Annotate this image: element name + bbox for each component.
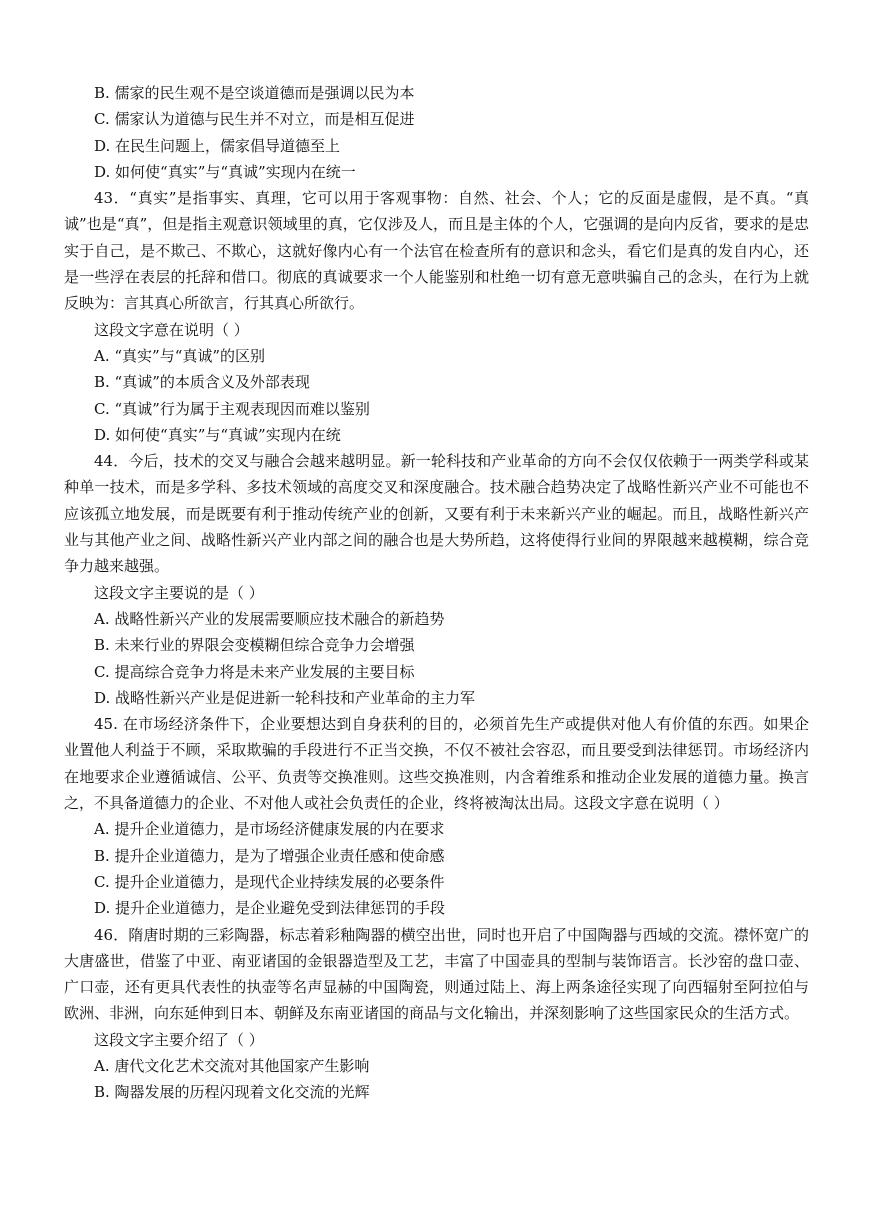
question-46-passage: 46．隋唐时期的三彩陶器，标志着彩釉陶器的横空出世，同时也开启了中国陶器与西域的交流。襟怀宽广的大唐盛世，借鉴了中亚、南亚诸国的金银器造型及工艺，丰富了中国壶具的型制与装饰语言。长沙窑的盘口壶、广口壶，还有更具代表性的执壶等名声显赫的中国陶瓷，则通过陆上、海上两条途径实现了向西辐射至阿拉伯与欧洲、非洲，向东延伸到日本、朝鲜及东南亚诸国的商品与文化输出，并深刻影响了这些国家民众的生活方式。 bbox=[64, 925, 809, 1023]
option-46-a: A. 唐代文化艺术交流对其他国家产生影响 bbox=[94, 1056, 370, 1075]
option-43-b: B. “真诚”的本质含义及外部表现 bbox=[94, 373, 310, 392]
option-43-a: A. “真实”与“真诚”的区别 bbox=[94, 346, 266, 365]
option-45-a: A. 提升企业道德力，是市场经济健康发展的内在要求 bbox=[94, 820, 445, 839]
question-43-passage: 43．“真实”是指事实、真理，它可以用于客观事物：自然、社会、个人；它的反面是虚假，是不真。“真诚”也是“真”，但是指主观意识领域里的真，它仅涉及人，而且是主体的个人，它强调的是向内反省，要求的是忠实于自己，是不欺己、不欺心，这就好像内心有一个法官在检查所有的意识和念头，看它们是真的发自内心，还是一些浮在表层的托辞和借口。彻底的真诚要求一个人能鉴别和杜绝一切有意无意哄骗自己的念头，在行为上就反映为：言其真心所欲言，行其真心所欲行。 bbox=[64, 189, 809, 313]
option-42-d: D. 在民生问题上，儒家倡导道德至上 bbox=[94, 136, 341, 155]
option-42-b: B. 儒家的民生观不是空谈道德而是强调以民为本 bbox=[94, 84, 415, 102]
option-44-c: C. 提高综合竞争力将是未来产业发展的主要目标 bbox=[94, 662, 415, 681]
option-44-a: A. 战略性新兴产业的发展需要顺应技术融合的新趋势 bbox=[94, 609, 445, 628]
exam-document-page bbox=[64, 80, 809, 1106]
question-44-prompt: 这段文字主要说的是（ ） bbox=[94, 583, 264, 602]
option-42-d-extra: D. 如何使“真实”与“真诚”实现内在统一 bbox=[94, 162, 356, 181]
question-44-passage: 44．今后，技术的交叉与融合会越来越明显。新一轮科技和产业革命的方向不会仅仅依赖于一两类学科或某种单一技术，而是多学科、多技术领域的高度交叉和深度融合。技术融合趋势决定了战略性新兴产业不可能也不应该孤立地发展，而是既要有利于推动传统产业的创新，又要有利于未来新兴产业的崛起。而且，战略性新兴产业与其他产业之间、战略性新兴产业内部之间的融合也是大势所趋，这将使得行业间的界限越来越模糊，综合竞争力越来越强。 bbox=[64, 452, 809, 576]
option-45-c: C. 提升企业道德力，是现代企业持续发展的必要条件 bbox=[94, 872, 445, 891]
option-42-c: C. 儒家认为道德与民生并不对立，而是相互促进 bbox=[94, 110, 415, 129]
option-44-b: B. 未来行业的界限会变模糊但综合竞争力会增强 bbox=[94, 636, 415, 655]
option-45-d: D. 提升企业道德力，是企业避免受到法律惩罚的手段 bbox=[94, 899, 446, 918]
option-43-c: C. “真诚”行为属于主观表现因而难以鉴别 bbox=[94, 399, 370, 418]
question-46-prompt: 这段文字主要介绍了（ ） bbox=[94, 1030, 264, 1049]
option-46-b: B. 陶器发展的历程闪现着文化交流的光辉 bbox=[94, 1083, 370, 1102]
option-45-b: B. 提升企业道德力，是为了增强企业责任感和使命感 bbox=[94, 846, 445, 865]
question-43-prompt: 这段文字意在说明（ ） bbox=[94, 320, 249, 339]
question-45-passage: 45. 在市场经济条件下，企业要想达到自身获利的目的，必须首先生产或提供对他人有价值的东西。如果企业置他人利益于不顾，采取欺骗的手段进行不正当交换，不仅不被社会容忍，而且要受到法律惩罚。市场经济内在地要求企业遵循诚信、公平、负责等交换准则。这些交换准则，内含着维系和推动企业发展的道德力量。换言之，不具备道德力的企业、不对他人或社会负责任的企业，终将被淘汰出局。这段文字意在说明（ ） bbox=[64, 715, 809, 813]
option-43-d: D. 如何使“真实”与“真诚”实现内在统 bbox=[94, 425, 341, 444]
option-44-d: D. 战略性新兴产业是促进新一轮科技和产业革命的主力军 bbox=[94, 688, 476, 707]
